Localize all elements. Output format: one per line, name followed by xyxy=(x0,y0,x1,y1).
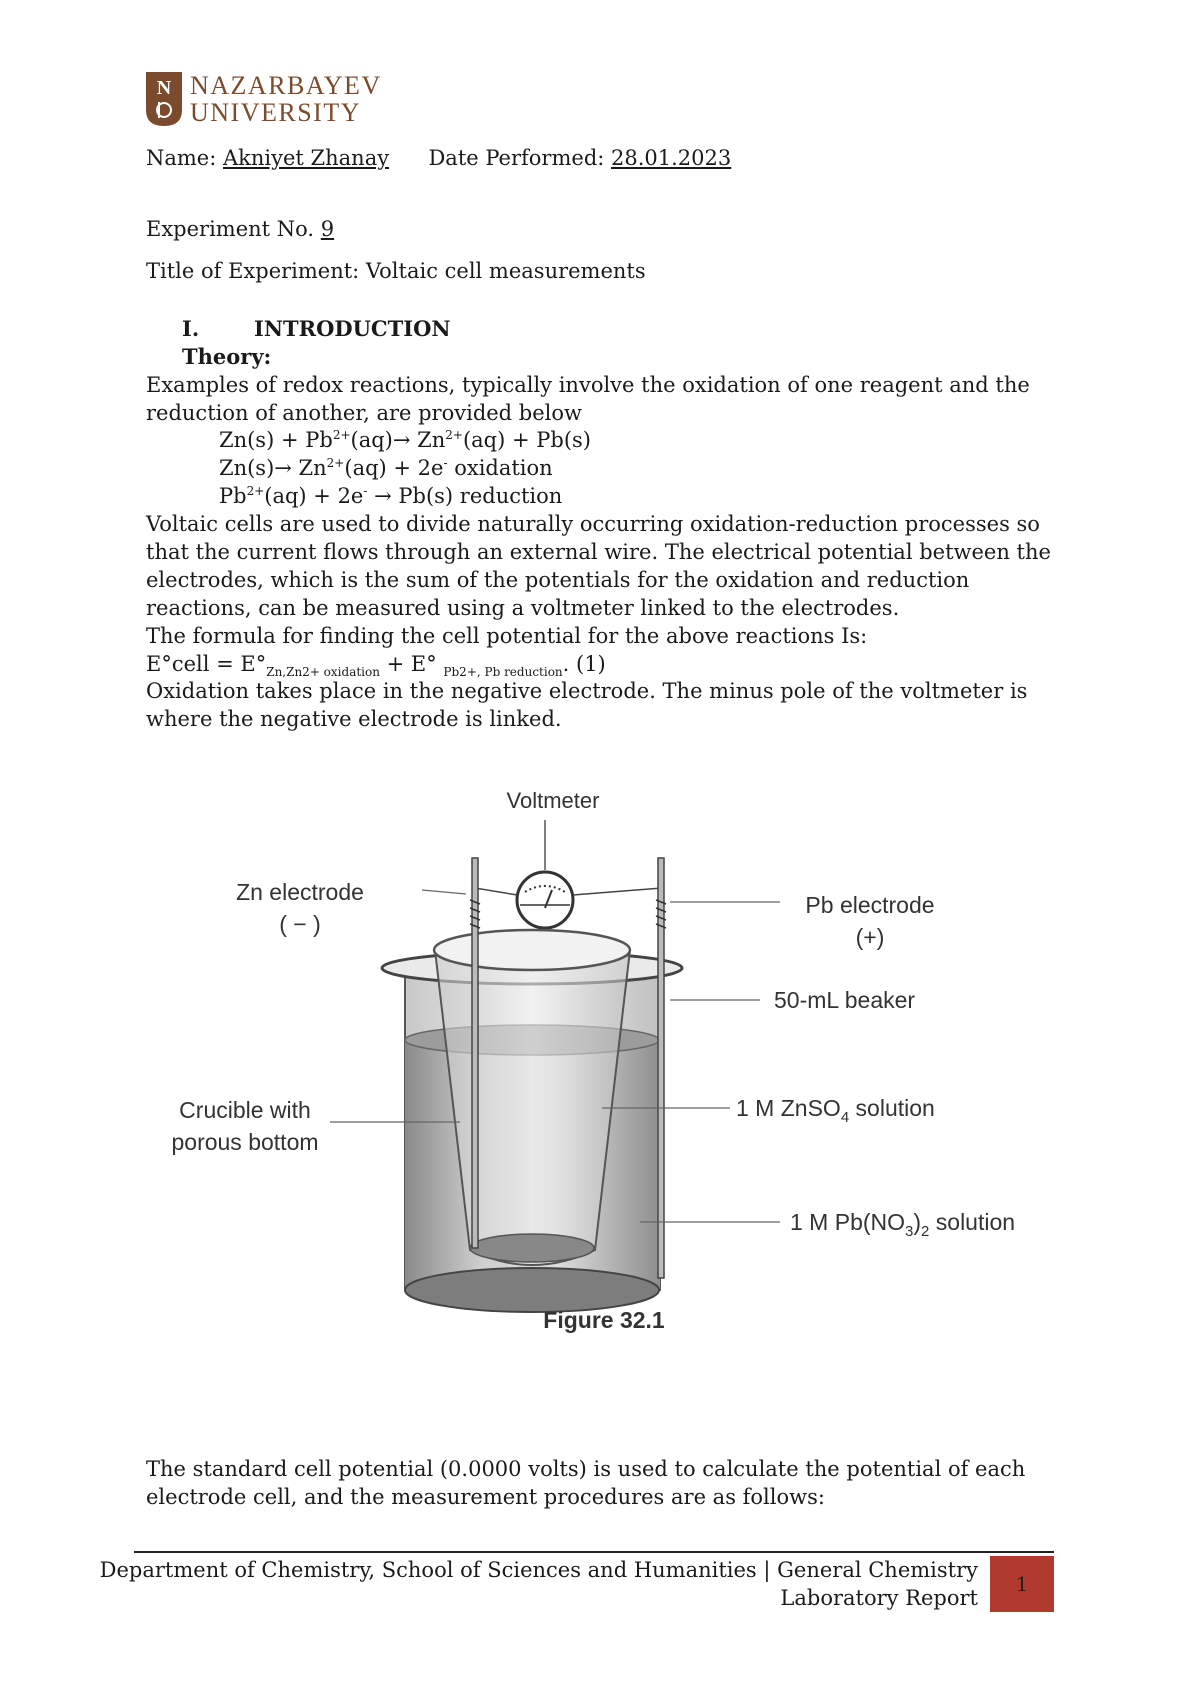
voltaic-paragraph: Voltaic cells are used to divide naturally occurring oxidation-reduction processes so that the current flows through an external wire. The electrical potential between the electrodes, which is the sum of the potentials for the oxidation and reduction reactions, can be measured using a voltmeter linked to the electrodes. xyxy=(146,512,1051,620)
pb-electrode-label: Pb electrode xyxy=(805,892,935,918)
intro-paragraph: Examples of redox reactions, typically involve the oxidation of one reagent and the reduction of another, are provided below xyxy=(146,373,1030,425)
name-label: Name: xyxy=(146,146,223,170)
voltaic-cell-figure xyxy=(170,790,1070,1460)
university-name xyxy=(190,72,382,126)
crucible-label-2: porous bottom xyxy=(171,1129,319,1155)
footer-divider xyxy=(134,1551,1054,1553)
date-label: Date Performed: xyxy=(428,146,612,170)
name-date-line xyxy=(146,146,731,170)
oxidation-paragraph: Oxidation takes place in the negative electrode. The minus pole of the voltmeter is where the negative electrode is linked. xyxy=(146,679,1028,731)
pbno3-label: 1 M $Pb(NO_3)_2$ solution xyxy=(790,1209,1016,1240)
section-title: INTRODUCTION xyxy=(254,316,451,341)
experiment-label: Experiment No. xyxy=(146,217,321,241)
student-name: Akniyet Zhanay xyxy=(223,146,390,170)
zn-electrode-icon xyxy=(470,858,480,1248)
zn-electrode-label: Zn electrode xyxy=(236,879,364,905)
logo-line-1: NAZARBAYEV xyxy=(190,71,382,100)
cell-potential-formula: E°cell = $E^\circ_{Zn,Zn2+ oxidation} + E^\circ$ $_{Pb2+, Pb reduction}$. (1) xyxy=(146,652,606,680)
footer-line-2: Laboratory Report xyxy=(780,1586,978,1610)
closing-paragraph: The standard cell potential (0.0000 volts) is used to calculate the potential of each electrode cell, and the measurement procedures are as follows: xyxy=(146,1457,1026,1509)
redox-equation: $Zn(s) + Pb^{2+}(aq)\to Zn^{2+}(aq) + Pb(s)$ xyxy=(219,428,591,452)
reduction-equation: $Pb^{2+}(aq) + 2e^- \to Pb(s)$ reduction xyxy=(219,484,563,508)
voltmeter-label: Voltmeter xyxy=(506,790,600,813)
experiment-title: Title of Experiment: Voltaic cell measurements xyxy=(146,259,646,283)
university-crest-icon xyxy=(146,72,182,126)
formula-intro: The formula for finding the cell potential for the above reactions Is: xyxy=(146,624,868,648)
znso4-label: 1 M ZnSO$_4$ solution xyxy=(736,1095,935,1126)
footer-line-1: Department of Chemistry, School of Sciences and Humanities | General Chemistry xyxy=(99,1558,978,1582)
svg-text:N: N xyxy=(156,77,172,99)
zn-sign-label: ( − ) xyxy=(279,911,321,937)
oxidation-equation: $Zn(s)\to Zn^{2+}(aq) + 2e^-$ oxidation xyxy=(219,456,553,480)
section-number: I. xyxy=(182,316,200,341)
theory-subtitle: Theory: xyxy=(182,344,272,369)
page-number: 1 xyxy=(990,1556,1054,1612)
beaker-label: 50-mL beaker xyxy=(774,987,916,1013)
experiment-number-line xyxy=(146,217,334,241)
figure-caption: Figure 32.1 xyxy=(543,1307,665,1333)
crucible-label-1: Crucible with xyxy=(179,1097,311,1123)
date-performed: 28.01.2023 xyxy=(611,146,732,170)
university-logo xyxy=(146,72,382,126)
pb-sign-label: (+) xyxy=(855,924,885,950)
experiment-number: 9 xyxy=(320,217,335,241)
voltmeter-icon xyxy=(517,872,573,928)
logo-line-2: UNIVERSITY xyxy=(190,98,361,127)
footer-text xyxy=(100,1556,978,1612)
pb-electrode-icon xyxy=(656,858,666,1278)
